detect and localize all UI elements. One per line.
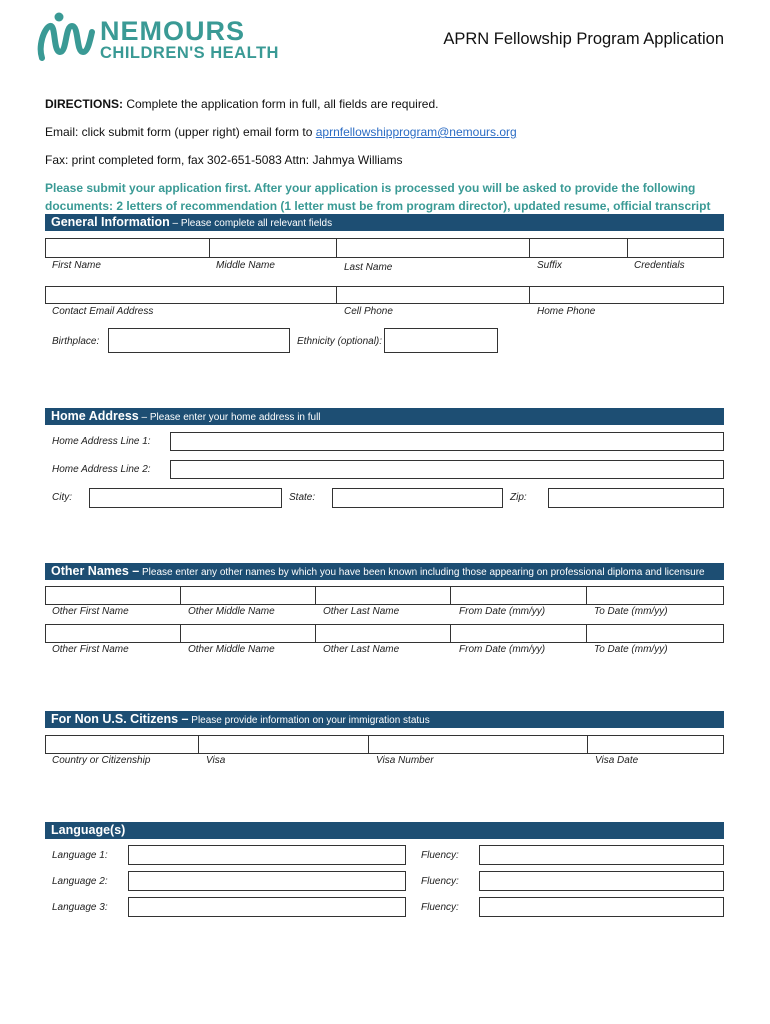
other-names-header (45, 563, 724, 580)
last-name-label: Last Name (344, 262, 393, 273)
email-input[interactable] (45, 286, 337, 304)
fluency3-input[interactable] (479, 897, 724, 917)
other-first-name-label-1: Other First Name (52, 606, 129, 617)
zip-label: Zip: (510, 492, 527, 503)
other-middle-name-input-1[interactable] (180, 586, 316, 605)
brand-name: NEMOURS (100, 16, 246, 46)
visa-date-label: Visa Date (595, 755, 639, 766)
other-names-title: Other Names – (51, 564, 140, 578)
country-citizenship-input[interactable] (45, 735, 199, 754)
home-phone-label: Home Phone (537, 306, 596, 317)
nemours-logo-icon (36, 12, 96, 64)
other-middle-name-label-1: Other Middle Name (188, 606, 275, 617)
languages-header (45, 822, 724, 839)
suffix-input[interactable] (529, 238, 628, 258)
birthplace-input[interactable] (108, 328, 290, 353)
state-input[interactable] (332, 488, 503, 508)
middle-name-input[interactable] (209, 238, 337, 258)
language1-input[interactable] (128, 845, 406, 865)
address-line1-input[interactable] (170, 432, 724, 451)
visa-label: Visa (206, 755, 226, 766)
from-date-label-2: From Date (mm/yy) (459, 644, 546, 655)
directions-line (45, 97, 439, 111)
directions-text: Complete the application form in full, all fields are required. (123, 97, 439, 111)
visa-number-input[interactable] (368, 735, 588, 754)
general-info-subtitle: – Please complete all relevant fields (169, 218, 333, 229)
home-address-title: Home Address (51, 409, 139, 423)
email-instructions (45, 125, 517, 139)
non-us-citizens-header (45, 711, 724, 728)
language3-input[interactable] (128, 897, 406, 917)
languages-title: Language(s) (51, 823, 126, 837)
non-us-citizens-subtitle: Please provide information on your immigration status (188, 715, 430, 726)
brand-subtitle: CHILDREN'S HEALTH (100, 44, 279, 62)
other-first-name-input-1[interactable] (45, 586, 181, 605)
visa-number-label: Visa Number (376, 755, 434, 766)
document-title: APRN Fellowship Program Application (443, 30, 724, 48)
to-date-label-2: To Date (mm/yy) (594, 644, 668, 655)
home-phone-input[interactable] (529, 286, 724, 304)
visa-input[interactable] (198, 735, 369, 754)
zip-input[interactable] (548, 488, 724, 508)
state-label: State: (289, 492, 316, 503)
first-name-label: First Name (52, 260, 101, 271)
address-line1-label: Home Address Line 1: (52, 436, 151, 447)
last-name-input[interactable] (336, 238, 530, 258)
other-last-name-input-2[interactable] (315, 624, 451, 643)
cell-phone-input[interactable] (336, 286, 530, 304)
general-info-header (45, 214, 724, 231)
fluency3-label: Fluency: (421, 902, 459, 913)
other-middle-name-input-2[interactable] (180, 624, 316, 643)
credentials-input[interactable] (627, 238, 724, 258)
country-citizenship-label: Country or Citizenship (52, 755, 151, 766)
credentials-label: Credentials (634, 260, 685, 271)
other-first-name-input-2[interactable] (45, 624, 181, 643)
cell-phone-label: Cell Phone (344, 306, 393, 317)
to-date-input-2[interactable] (586, 624, 724, 643)
other-names-subtitle: Please enter any other names by which you have been known including those appearing on professional diploma and licensure (139, 567, 705, 578)
email-text: Email: click submit form (upper right) email form to (45, 125, 316, 139)
middle-name-label: Middle Name (216, 260, 275, 271)
language2-label: Language 2: (52, 876, 108, 887)
fluency2-label: Fluency: (421, 876, 459, 887)
language1-label: Language 1: (52, 850, 108, 861)
ethnicity-label: Ethnicity (optional): (297, 336, 383, 347)
fluency1-label: Fluency: (421, 850, 459, 861)
from-date-input-2[interactable] (450, 624, 587, 643)
email-link[interactable]: aprnfellowshipprogram@nemours.org (315, 125, 517, 139)
to-date-label-1: To Date (mm/yy) (594, 606, 668, 617)
from-date-label-1: From Date (mm/yy) (459, 606, 546, 617)
language2-input[interactable] (128, 871, 406, 891)
fluency2-input[interactable] (479, 871, 724, 891)
from-date-input-1[interactable] (450, 586, 587, 605)
other-middle-name-label-2: Other Middle Name (188, 644, 275, 655)
other-last-name-label-1: Other Last Name (323, 606, 400, 617)
birthplace-label: Birthplace: (52, 336, 100, 347)
fax-instructions: Fax: print completed form, fax 302-651-5083 Attn: Jahmya Williams (45, 153, 403, 167)
city-input[interactable] (89, 488, 282, 508)
fluency1-input[interactable] (479, 845, 724, 865)
home-address-subtitle: – Please enter your home address in full (138, 412, 321, 423)
other-last-name-input-1[interactable] (315, 586, 451, 605)
address-line2-label: Home Address Line 2: (52, 464, 151, 475)
other-first-name-label-2: Other First Name (52, 644, 129, 655)
first-name-input[interactable] (45, 238, 210, 258)
directions-label: DIRECTIONS: (45, 97, 123, 111)
email-label: Contact Email Address (52, 306, 154, 317)
visa-date-input[interactable] (587, 735, 724, 754)
home-address-header (45, 408, 724, 425)
general-info-title: General Information (51, 215, 170, 229)
city-label: City: (52, 492, 72, 503)
ethnicity-input[interactable] (384, 328, 498, 353)
suffix-label: Suffix (537, 260, 563, 271)
other-last-name-label-2: Other Last Name (323, 644, 400, 655)
submission-note-line1: Please submit your application first. After your application is processed you will be asked to provide the following (45, 181, 696, 195)
to-date-input-1[interactable] (586, 586, 724, 605)
language3-label: Language 3: (52, 902, 108, 913)
address-line2-input[interactable] (170, 460, 724, 479)
non-us-citizens-title: For Non U.S. Citizens – (51, 712, 189, 726)
submission-note-line2: documents: 2 letters of recommendation (1 letter must be from program director), updated resume, official transcript (45, 199, 711, 213)
